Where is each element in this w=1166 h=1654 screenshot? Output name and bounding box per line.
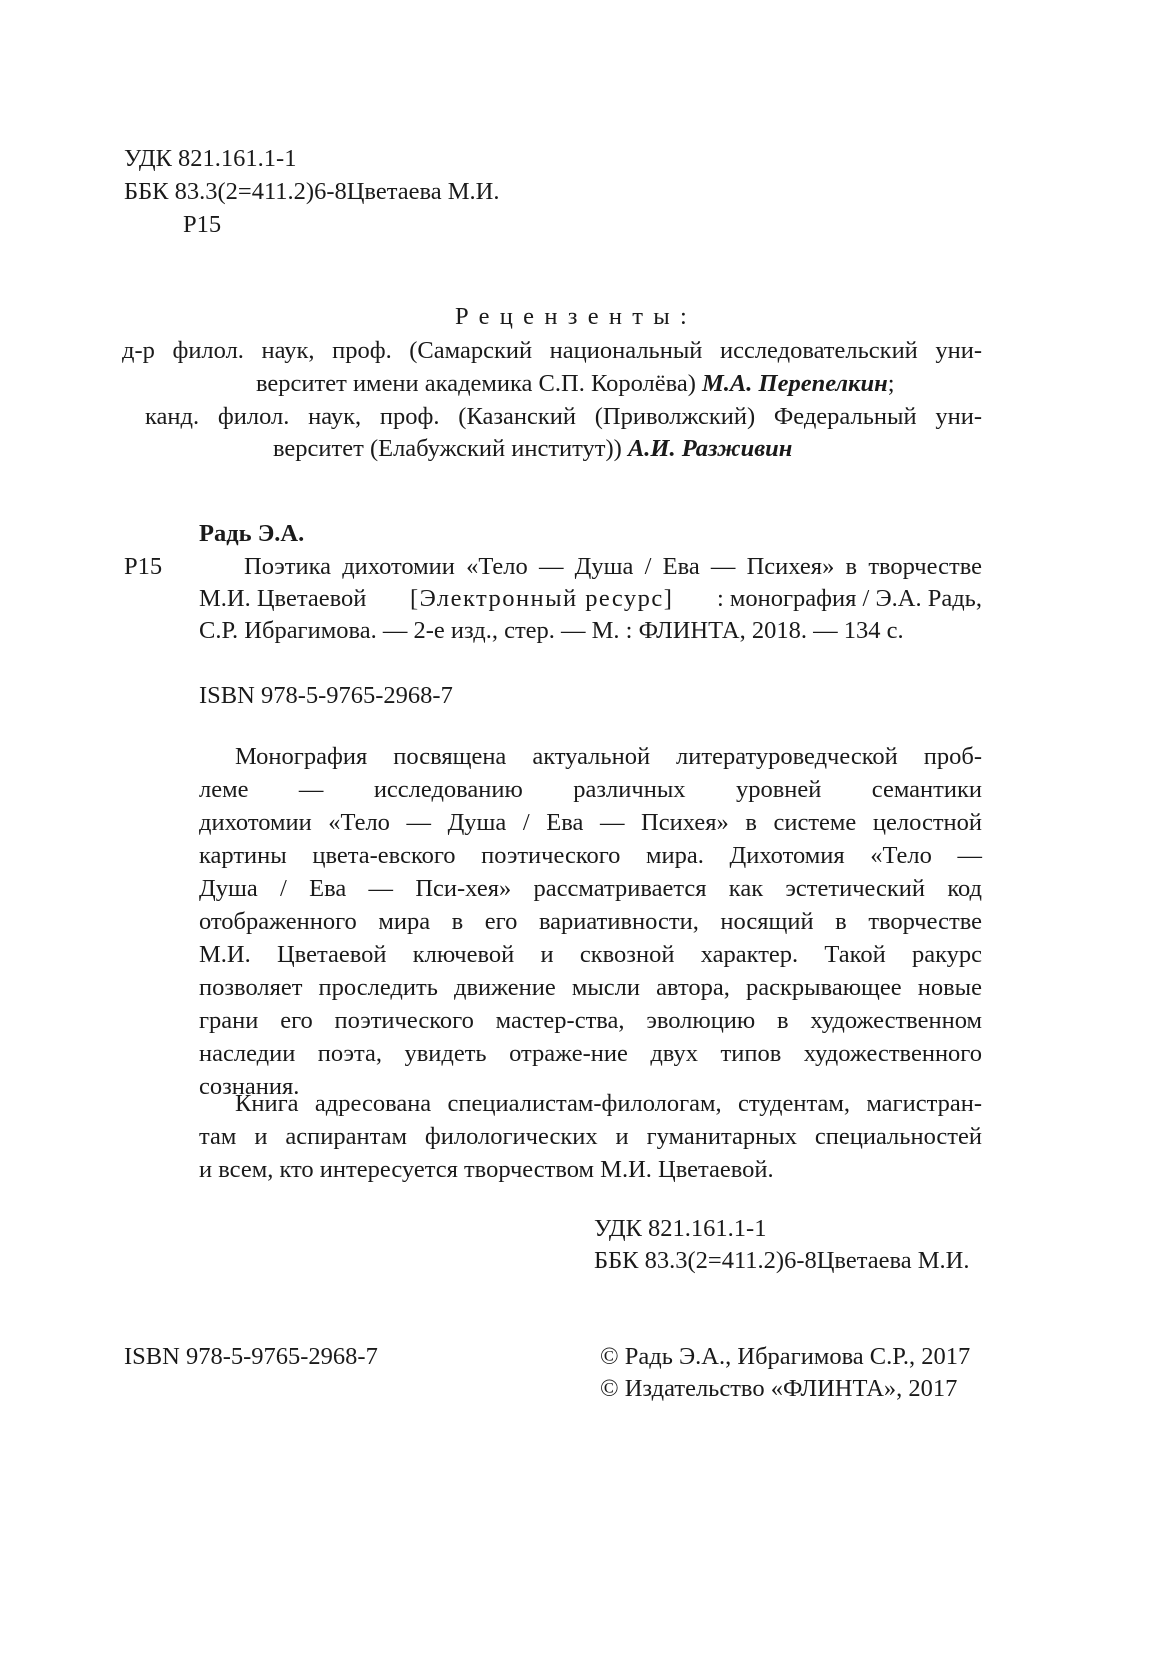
reviewer-1-end: ; [887,370,895,397]
annotation-line: М.И. Цветаевой ключевой и сквозной характер. Такой ракурс [199,941,982,968]
bib-line-2-b: [Электронный ресурс] [409,585,674,612]
annotation-line: позволяет проследить движение мысли автора, раскрывающее новые [199,974,982,1001]
annotation-line: леме — исследованию различных уровней семантики [199,776,982,803]
annotation-line: и всем, кто интересуется творчеством М.И. Цветаевой. [199,1156,774,1183]
bbk-top: ББК 83.3(2=411.2)6-8Цветаева М.И. [124,178,500,205]
author-heading: Радь Э.А. [199,520,305,547]
bib-line-1: Поэтика дихотомии «Тело — Душа / Ева — Психея» в творчестве [244,553,982,580]
reviewer-2-name: А.И. Разживин [627,435,793,462]
annotation-line: Монография посвящена актуальной литературоведческой проб- [235,743,982,770]
annotation-paragraph-2 [199,1087,982,1186]
bib-line-2-c: : монография / Э.А. Радь, [716,585,982,612]
annotation-line: отображенного мира в его вариативности, носящий в творчестве [199,908,982,935]
bbk-bottom: ББК 83.3(2=411.2)6-8Цветаева М.И. [594,1247,970,1274]
isbn-footer: ISBN 978-5-9765-2968-7 [124,1343,378,1370]
reviewer-2-affiliation: верситет (Елабужский институт)) [273,435,622,462]
bib-line-3: С.Р. Ибрагимова. — 2-е изд., стер. — М. : ФЛИНТА, 2018. — 134 с. [199,617,904,644]
udk-top: УДК 821.161.1-1 [124,145,297,172]
annotation-paragraph-1 [199,740,982,1103]
reviewer-1-affiliation: верситет имени академика С.П. Королёва) [256,370,696,397]
copyright-authors: © Радь Э.А., Ибрагимова С.Р., 2017 [600,1343,971,1370]
reviewer-1-line-2 [256,367,895,400]
bib-line-2 [199,582,982,615]
reviewer-1-name: М.А. Перепелкин [702,370,888,397]
annotation-line: сознания. [199,1073,300,1100]
annotation-line: дихотомии «Тело — Душа / Ева — Психея» в системе целостной [199,809,982,836]
reviewers-heading: Рецензенты: [455,303,698,330]
author-mark: Р15 [124,553,163,580]
udk-bottom: УДК 821.161.1-1 [594,1215,767,1242]
isbn-record: ISBN 978-5-9765-2968-7 [199,682,453,709]
reviewer-2-line-2 [273,432,792,465]
annotation-line: грани его поэтического мастер-ства, эволюцию в художественном [199,1007,982,1034]
annotation-line: Книга адресована специалистам-филологам, студентам, магистран- [235,1090,982,1117]
author-mark-top: Р15 [183,211,222,238]
reviewer-1-line-1: д-р филол. наук, проф. (Самарский национальный исследовательский уни- [122,337,982,364]
copyright-publisher: © Издательство «ФЛИНТА», 2017 [600,1375,958,1402]
bib-line-2-a: М.И. Цветаевой [199,585,367,612]
reviewer-2-line-1: канд. филол. наук, проф. (Казанский (Приволжский) Федеральный уни- [145,403,982,430]
annotation-line: наследии поэта, увидеть отраже-ние двух типов художественного [199,1040,982,1067]
annotation-line: картины цвета-евского поэтического мира. Дихотомия «Тело — [199,842,982,869]
annotation-line: там и аспирантам филологических и гуманитарных специальностей [199,1123,982,1150]
annotation-line: Душа / Ева — Пси-хея» рассматривается как эстетический код [199,875,982,902]
